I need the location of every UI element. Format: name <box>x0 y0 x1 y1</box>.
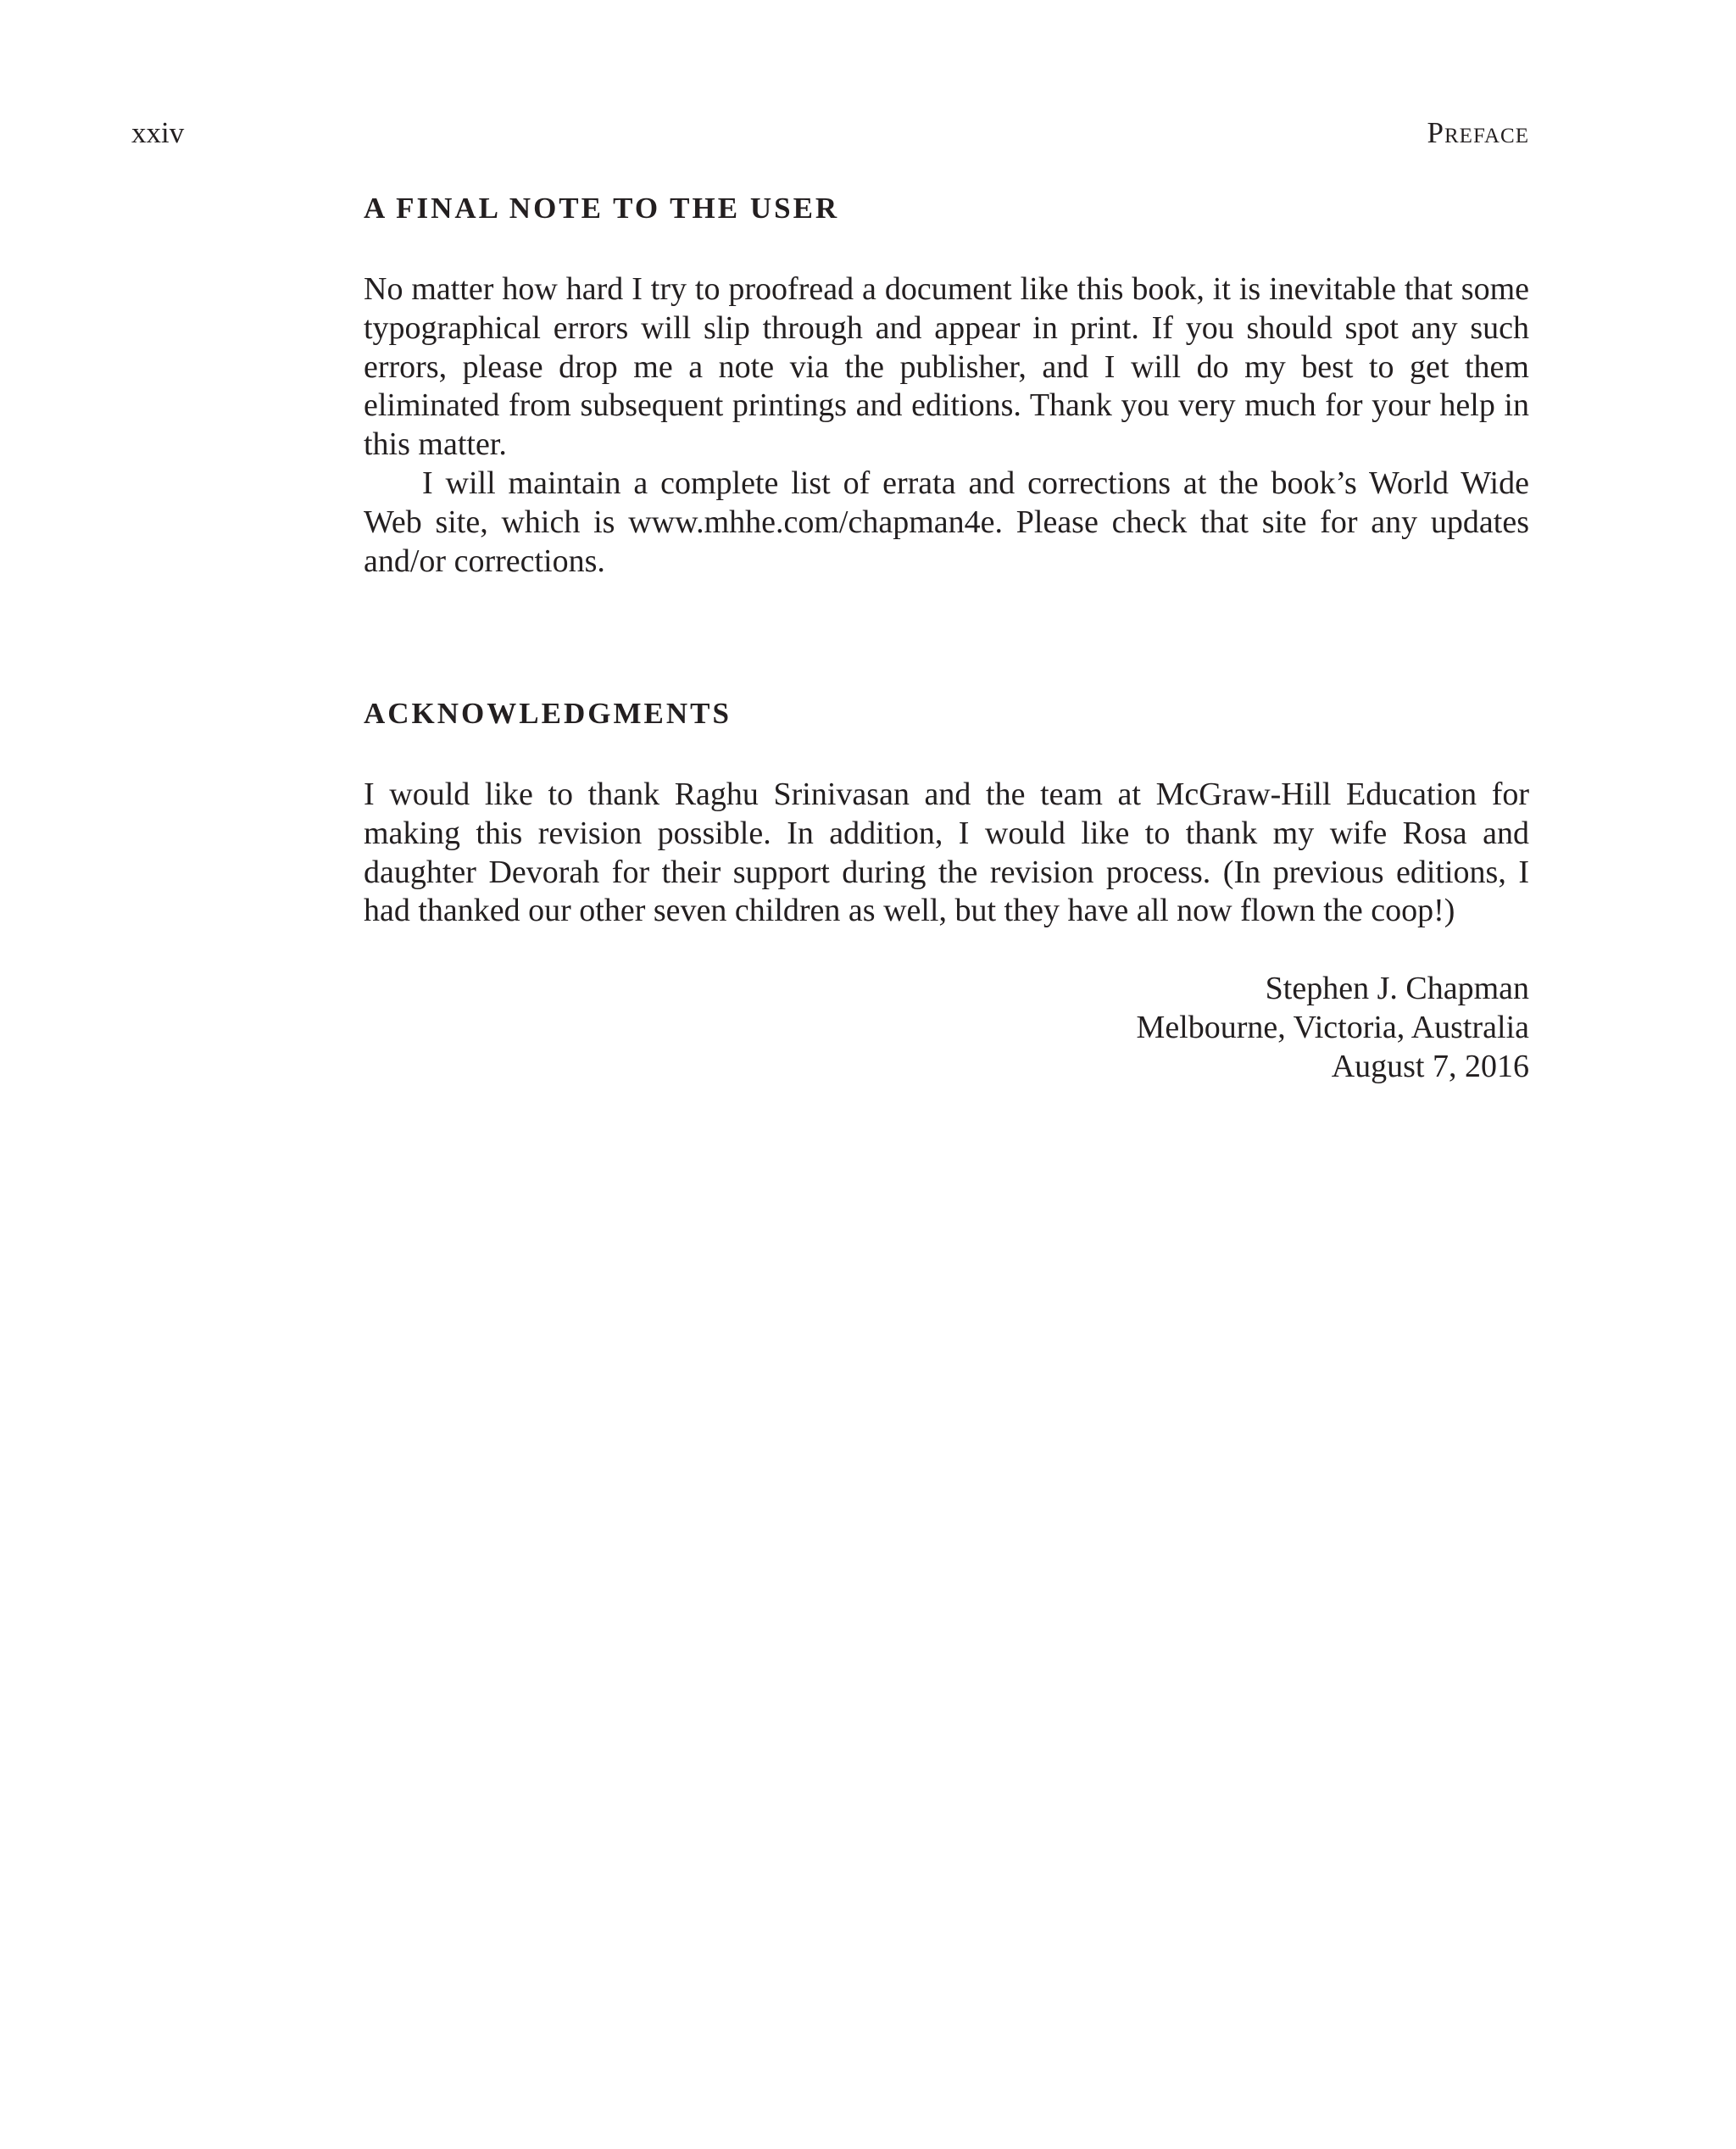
section-heading-acknowledgments: ACKNOWLEDGMENTS <box>364 697 732 730</box>
running-header <box>131 113 1529 153</box>
signature-name: Stephen J. Chapman <box>1265 971 1529 1007</box>
final-note-section <box>364 188 1529 581</box>
acknowledgments-paragraph: I would like to thank Raghu Srinivasan and the team at McGraw-Hill Education for making this revision possible. In addition, I would like to thank my wife Rosa and daughter Devorah for their support during the revision process. (In previous editions, I had thanked our other seven children as well, but they have all now flown the coop!) <box>364 777 1529 929</box>
signature-block <box>364 970 1529 1086</box>
section-heading-final-note: A FINAL NOTE TO THE USER <box>364 192 840 225</box>
signature-date: August 7, 2016 <box>1331 1048 1529 1084</box>
running-title: Preface <box>1427 116 1529 149</box>
final-note-paragraph-1: No matter how hard I try to proofread a document like this book, it is inevitable that some typographical errors will slip through and appear in print. If you should spot any such errors, please drop me a note via the publisher, and I will do my best to get them eliminated from subsequent printings and editions. Thank you very much for your help in this matter. <box>364 271 1529 463</box>
final-note-paragraph-2: I will maintain a complete list of errata and corrections at the book’s World Wide Web site, which is www.mhhe.com/chapman4e. Please check that site for any updates and/or corrections. <box>364 465 1529 579</box>
acknowledgments-section <box>364 693 1529 1087</box>
page-number: xxiv <box>131 116 185 149</box>
signature-location: Melbourne, Victoria, Australia <box>1136 1009 1529 1045</box>
